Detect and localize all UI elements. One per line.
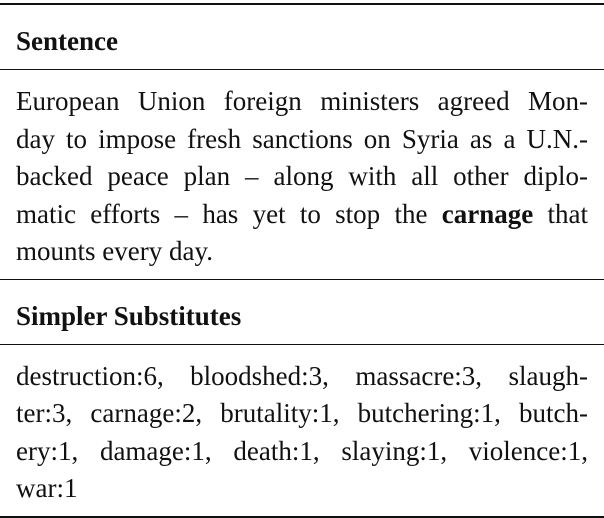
substitutes-line: ter:3, carnage:2, brutality:1, butchering:1, butch- — [16, 398, 588, 428]
substitutes-line: destruction:6, bloodshed:3, massacre:3, slaugh- — [16, 360, 588, 391]
substitutes-cell — [0, 345, 604, 516]
substitutes-line: war:1 — [16, 473, 78, 503]
sentence-text-before: matic efforts – has yet to stop the — [16, 198, 442, 229]
target-word: carnage — [441, 198, 534, 229]
substitutes-header: Simpler Substitutes — [16, 300, 242, 331]
sentence-table — [0, 3, 604, 518]
substitutes-line: ery:1, damage:1, death:1, slaying:1, violence:1, — [16, 435, 588, 466]
sentence-line: European Union foreign ministers agreed Mon- — [16, 86, 588, 116]
sentence-line: backed peace plan – along with all other diplo- — [16, 161, 588, 191]
sentence-line: day to impose fresh sanctions on Syria as a U.N.- — [16, 123, 588, 154]
sentence-line — [16, 196, 588, 234]
sentence-line: mounts every day. — [16, 236, 213, 266]
bottom-rule — [0, 516, 604, 518]
sentence-text-after: that — [533, 198, 588, 229]
sentence-cell — [0, 70, 604, 279]
sentence-header: Sentence — [16, 26, 118, 56]
